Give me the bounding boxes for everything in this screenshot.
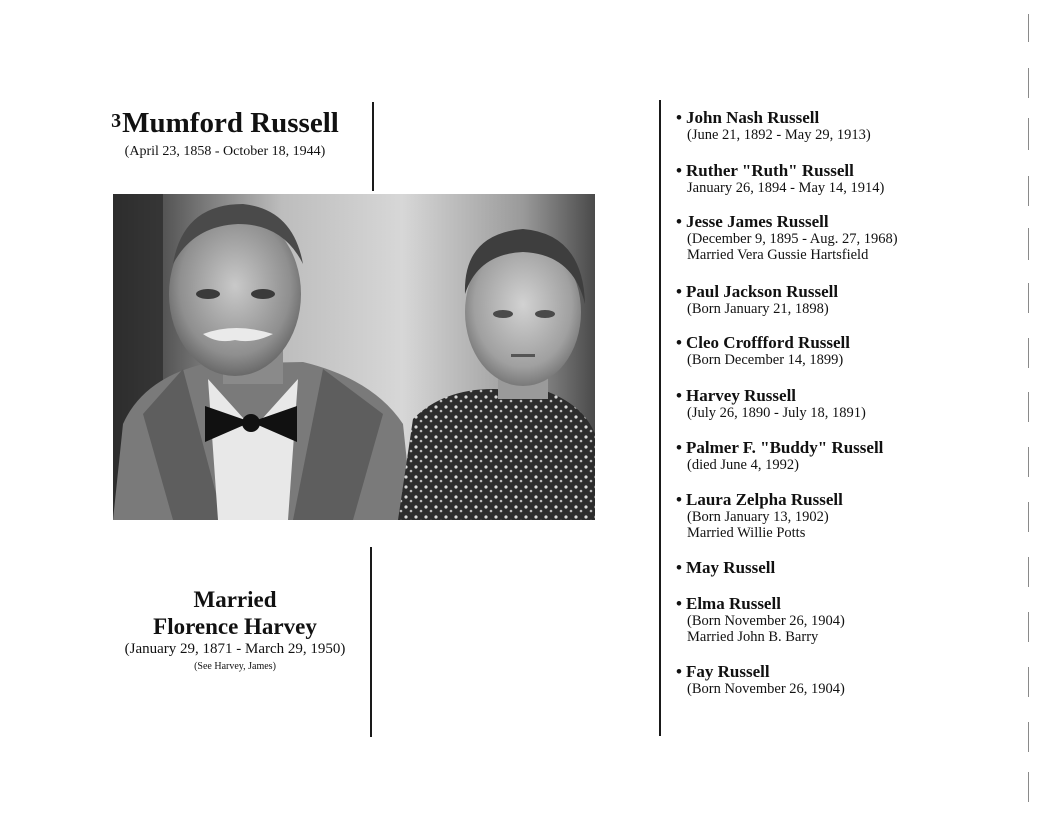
child-entry	[676, 662, 845, 697]
page-edge-mark	[1028, 228, 1029, 260]
child-name-line	[676, 108, 871, 127]
bullet-icon: •	[676, 662, 682, 681]
page-edge-mark	[1028, 283, 1029, 313]
divider-center	[659, 100, 661, 736]
bullet-icon: •	[676, 558, 682, 577]
child-entry	[676, 282, 838, 317]
child-detail: (died June 4, 1992)	[687, 457, 799, 473]
bullet-icon: •	[676, 333, 682, 352]
child-name: Jesse James Russell	[686, 212, 829, 231]
child-entry	[676, 438, 883, 473]
child-detail: (Born November 26, 1904)	[687, 681, 845, 697]
child-name: Fay Russell	[686, 662, 770, 681]
portrait-photo	[113, 194, 595, 520]
child-detail: (July 26, 1890 - July 18, 1891)	[687, 405, 866, 421]
child-name-line	[676, 594, 845, 613]
bullet-icon: •	[676, 594, 682, 613]
bullet-icon: •	[676, 386, 682, 405]
child-name-line	[676, 333, 850, 352]
child-name: Elma Russell	[686, 594, 781, 613]
page-edge-mark	[1028, 118, 1029, 150]
child-name-line	[676, 161, 884, 180]
generation-number: 3	[111, 110, 122, 132]
page-edge-mark	[1028, 502, 1029, 532]
child-detail: January 26, 1894 - May 14, 1914)	[687, 180, 885, 196]
person-heading	[60, 103, 390, 161]
child-entry	[676, 333, 850, 368]
child-name: Harvey Russell	[686, 386, 797, 405]
bullet-icon: •	[676, 161, 682, 180]
page-edge-mark	[1028, 557, 1029, 587]
child-name: Cleo Croffford Russell	[686, 333, 850, 352]
child-entry	[676, 490, 843, 541]
spouse-see-reference: (See Harvey, James)	[194, 661, 276, 672]
bullet-icon: •	[676, 212, 682, 231]
child-detail: (December 9, 1895 - Aug. 27, 1968)	[687, 231, 898, 247]
child-name: Palmer F. "Buddy" Russell	[686, 438, 884, 457]
bullet-icon: •	[676, 108, 682, 127]
married-label: Married	[193, 587, 277, 612]
child-detail: (June 21, 1892 - May 29, 1913)	[687, 127, 871, 143]
child-name: Paul Jackson Russell	[686, 282, 839, 301]
child-detail: Married Vera Gussie Hartsfield	[687, 247, 869, 263]
page-edge-mark	[1028, 772, 1029, 802]
spouse-block	[85, 586, 385, 674]
child-name-line	[676, 558, 775, 577]
page-edge-mark	[1028, 447, 1029, 477]
child-entry	[676, 108, 871, 143]
child-detail: (Born January 13, 1902)	[687, 509, 829, 525]
page-edge-mark	[1028, 667, 1029, 697]
page-edge-mark	[1028, 68, 1029, 98]
page-edge-mark	[1028, 176, 1029, 206]
child-entry	[676, 161, 884, 196]
child-detail: (Born November 26, 1904)	[687, 613, 845, 629]
child-name-line	[676, 662, 845, 681]
bullet-icon: •	[676, 282, 682, 301]
page-edge-mark	[1028, 392, 1029, 422]
child-name: Laura Zelpha Russell	[686, 490, 843, 509]
spouse-name: Florence Harvey	[153, 614, 317, 639]
child-name-line	[676, 490, 843, 509]
child-name: Ruther "Ruth" Russell	[686, 161, 854, 180]
spouse-dates: (January 29, 1871 - March 29, 1950)	[124, 641, 346, 657]
person-name: Mumford Russell	[122, 107, 339, 139]
child-detail: Married Willie Potts	[687, 525, 806, 541]
bullet-icon: •	[676, 438, 682, 457]
child-detail: Married John B. Barry	[687, 629, 819, 645]
child-name-line	[676, 212, 898, 231]
child-name: John Nash Russell	[686, 108, 820, 127]
child-name-line	[676, 438, 883, 457]
child-name-line	[676, 282, 838, 301]
page-edge-mark	[1028, 338, 1029, 368]
child-entry	[676, 386, 866, 421]
child-detail: (Born December 14, 1899)	[687, 352, 844, 368]
person-dates: (April 23, 1858 - October 18, 1944)	[124, 144, 326, 159]
person-name-line	[60, 103, 390, 141]
child-name-line	[676, 386, 866, 405]
child-name: May Russell	[686, 558, 776, 577]
page-edge-mark	[1028, 612, 1029, 642]
child-entry	[676, 212, 898, 263]
child-entry	[676, 558, 775, 577]
page-edge-mark	[1028, 722, 1029, 752]
bullet-icon: •	[676, 490, 682, 509]
portrait-photo-icon	[113, 194, 595, 520]
child-detail: (Born January 21, 1898)	[687, 301, 829, 317]
child-entry	[676, 594, 845, 645]
page-edge-mark	[1028, 14, 1029, 42]
